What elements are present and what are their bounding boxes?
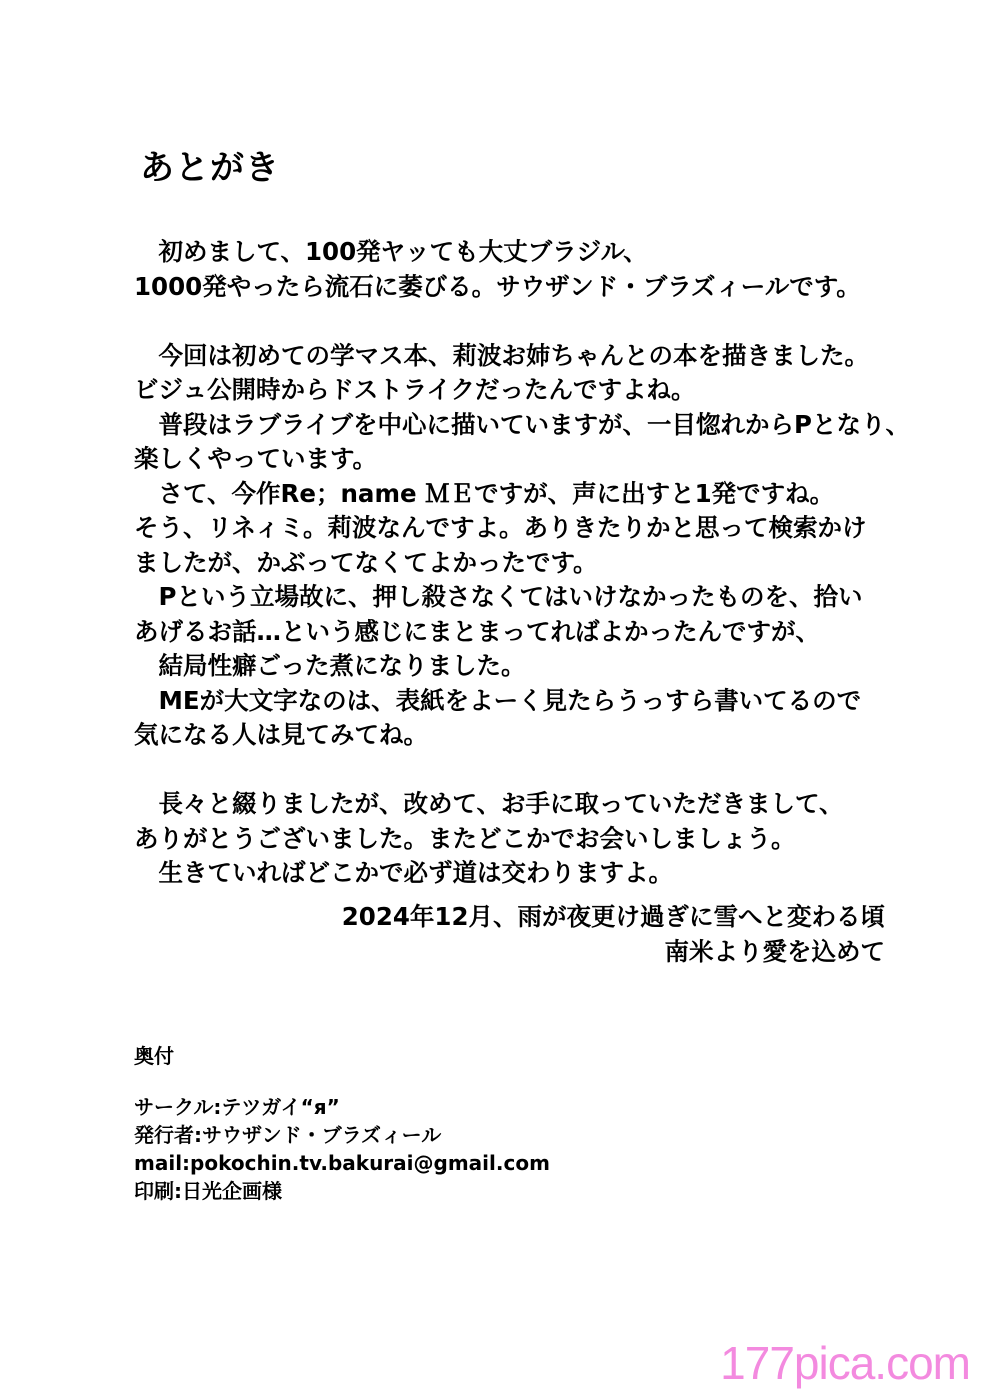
colophon-mail: mail:pokochin.tv.bakurai@gmail.com <box>134 1151 550 1175</box>
colophon-printer: 印刷:日光企画様 <box>134 1179 282 1203</box>
colophon-circle: サークル:テツガイ“я” <box>134 1095 340 1119</box>
text-line: そう、リネィミ。莉波なんですよ。ありきたりかと思って検索かけ <box>134 513 867 542</box>
text-line: Pという立場故に、押し殺さなくてはいけなかったものを、拾い <box>134 582 863 611</box>
signature <box>342 900 885 969</box>
text-line: 1000発やったら流石に萎びる。サウザンド・ブラズィールです。 <box>134 271 861 301</box>
text-line: さて、今作Re；name ＭＥですが、声に出すと1発ですね。 <box>134 478 835 508</box>
text-line: 気になる人は見てみてね。 <box>134 720 428 749</box>
text-line: 生きていればどこかで必ず道は交わりますよ。 <box>134 858 673 887</box>
text-line: ましたが、かぶってなくてよかったです。 <box>134 547 598 577</box>
page-title: あとがき <box>140 148 280 188</box>
site-watermark: 177pica.com <box>720 1337 970 1389</box>
text-line: 今回は初めての学マス本、莉波お姉ちゃんとの本を描きました。 <box>134 340 869 370</box>
text-line: MEが大文字なのは、表紙をよーく見たらうっすら書いてるので <box>134 685 862 715</box>
afterword-body <box>134 235 910 925</box>
colophon <box>134 1093 550 1205</box>
paragraph-closing <box>134 787 910 891</box>
text-line: 普段はラブライブを中心に描いていますが、一目惚れからPとなり、 <box>134 409 910 439</box>
text-line: ビジュ公開時からドストライクだったんですよね。 <box>134 375 696 404</box>
paragraph-greeting <box>134 235 910 304</box>
colophon-publisher: 発行者:サウザンド・ブラズィール <box>134 1123 442 1147</box>
text-line: 結局性癖ごった煮になりました。 <box>134 651 526 680</box>
text-line: 楽しくやっています。 <box>134 444 378 473</box>
text-line: あげるお話…という感じにまとまってればよかったんですが、 <box>134 616 820 646</box>
text-line: ありがとうございました。またどこかでお会いしましょう。 <box>134 823 796 853</box>
text-line: 初めまして、100発ヤッても大丈ブラジル、 <box>134 237 648 266</box>
signature-sender: 南米より愛を込めて <box>664 936 885 966</box>
paragraph-main <box>134 339 910 753</box>
signature-date: 2024年12月、雨が夜更け過ぎに雪へと変わる頃 <box>341 902 885 931</box>
colophon-heading: 奥付 <box>134 1044 174 1068</box>
text-line: 長々と綴りましたが、改めて、お手に取っていただきまして、 <box>134 789 844 818</box>
